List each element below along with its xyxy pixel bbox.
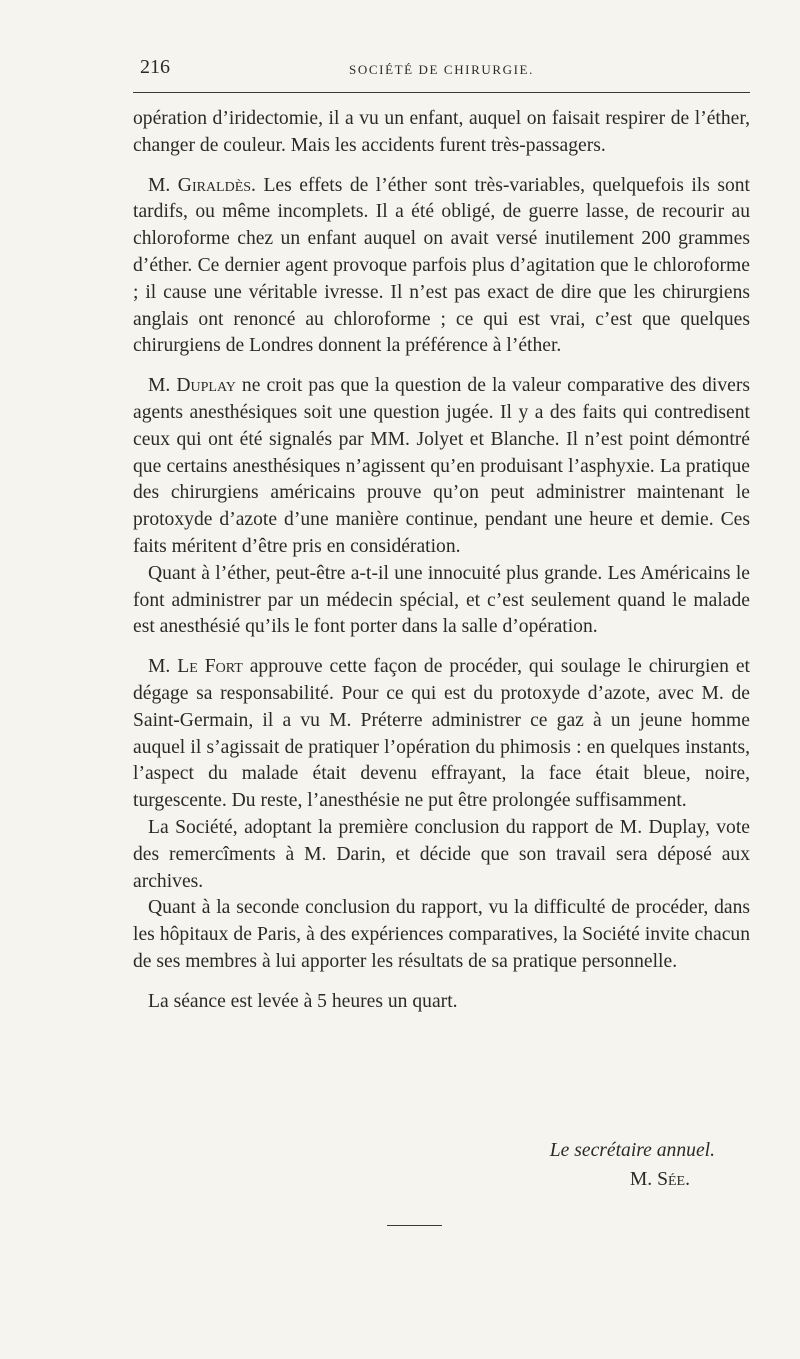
paragraph-text: ne croit pas que la question de la valeur comparative des divers agents anesthésiques soit une question jugée. Il y a des faits qui contredisent ceux qui ont été signalés par MM. Jolyet et Blanche. Il n’est point démontré que certains anesthésiques n’agissent qu’en produisant l’asphyxie. La pratique des chirurgiens américains prouve qu’on peut administrer maintenant le protoxyde d’azote d’une manière continue, pendant une heure et demie. Ces faits méritent d’être pris en considération.: [133, 375, 750, 557]
speaker-name: M. Giraldès.: [148, 174, 256, 196]
paragraph-text: approuve cette façon de procéder, qui soulage le chirurgien et dégage sa responsabilité. Pour ce qui est du protoxyde d’azote, avec M. de Saint-Germain, il a vu M. Préterre administrer ce gaz à un jeune homme auquel il s’agissait de pratiquer l’opération du phimosis : en quelques instants, l’aspect du malade était devenu effrayant, la face était bleue, noire, turgescente. Du reste, l’anesthésie ne put être prolongée suffisamment.: [133, 656, 750, 812]
paragraph-societe: La Société, adoptant la première conclusion du rapport de M. Duplay, vote des remercîments à M. Darin, et décide que son travail sera déposé aux archives.: [133, 816, 750, 892]
paragraph-ether: Quant à l’éther, peut-être a-t-il une innocuité plus grande. Les Américains le font administrer par un médecin spécial, et c’est seulement quand le malade est anesthésié qu’ils le font porter dans la salle d’opération.: [133, 562, 750, 638]
running-head: SOCIÉTÉ DE CHIRURGIE.: [349, 62, 534, 77]
signatory-name: M. Sée.: [629, 1169, 690, 1190]
paragraph-conclusion: Quant à la seconde conclusion du rapport, vu la difficulté de procéder, dans les hôpitaux de Paris, à des expériences comparatives, la Société invite chacun de ses membres à lui apporter les résultats de sa pratique personnelle.: [133, 897, 750, 972]
page-header: [133, 56, 750, 93]
page-number: 216: [140, 56, 170, 78]
paragraph-continuation: opération d’iridectomie, il a vu un enfant, auquel on faisait respirer de l’éther, changer de couleur. Mais les accidents furent très-passagers.: [133, 108, 750, 156]
speaker-name: M. Le Fort: [148, 656, 243, 678]
body-text: [133, 106, 750, 1016]
paragraph-giraldes: [133, 173, 750, 361]
speaker-name: M. Duplay: [148, 375, 236, 397]
end-rule: [387, 1225, 442, 1226]
paragraph-le-fort: [133, 654, 750, 815]
signature-name: [390, 1169, 690, 1191]
signature-title: Le secrétaire annuel.: [549, 1140, 715, 1161]
paragraph-seance: La séance est levée à 5 heures un quart.: [148, 990, 458, 1012]
paragraph-text: Les effets de l’éther sont très-variables, quelquefois ils sont tardifs, ou même incomplets. Il a été obligé, de guerre lasse, de recourir au chloroforme chez un enfant auquel on avait versé inutilement 200 grammes d’éther. Ce dernier agent provoque parfois plus d’agitation que le chloroforme ; il cause une véritable ivresse. Il n’est pas exact de dire que les chirurgiens anglais ont renoncé au chloroforme ; ce qui est vrai, c’est que quelques chirurgiens de Londres donnent la préférence à l’éther.: [133, 174, 751, 357]
paragraph-duplay: [133, 373, 750, 561]
